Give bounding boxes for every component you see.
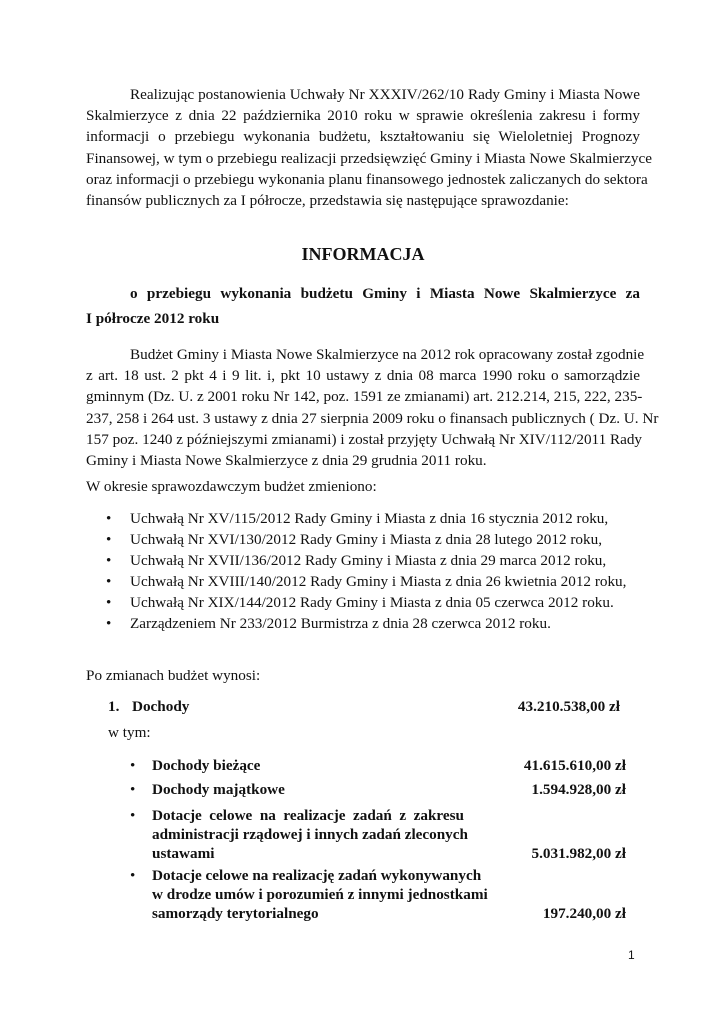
item-label-line: administracji rządowej i innych zadań zleconych — [152, 826, 468, 843]
list-item — [86, 550, 640, 571]
change-text: Uchwałą Nr XVI/130/2012 Rady Gminy i Miasta z dnia 28 lutego 2012 roku, — [130, 531, 602, 548]
subtitle-line-2: I półrocze 2012 roku — [86, 310, 220, 328]
budget-paragraph — [86, 344, 659, 471]
page-number: 1 — [628, 948, 635, 962]
list-item — [86, 529, 640, 550]
change-text: Uchwałą Nr XV/115/2012 Rady Gminy i Miasta z dnia 16 stycznia 2012 roku, — [130, 510, 609, 527]
intro-paragraph — [86, 84, 652, 211]
item-label-line: Dotacje celowe na realizacje zadań z zakresu — [152, 807, 464, 824]
intro-line: finansów publicznych za I półrocze, przedstawia się następujące sprawozdanie: — [86, 192, 569, 210]
item-label-line: w drodze umów i porozumień z innymi jednostkami — [152, 886, 488, 903]
item-label-line: ustawami — [152, 845, 215, 862]
bullet-icon: • — [106, 615, 112, 632]
item-label-line: samorządy terytorialnego — [152, 905, 319, 922]
subtitle-line-1: o przebiegu wykonania budżetu Gminy i Miasta Nowe Skalmierzyce za — [130, 285, 640, 302]
budget-line: Gminy i Miasta Nowe Skalmierzyce z dnia 29 grudnia 2011 roku. — [86, 452, 487, 470]
item-label: Dochody bieżące — [152, 757, 261, 774]
list-item — [86, 571, 640, 592]
income-number: 1. — [108, 698, 120, 715]
budget-line: 237, 258 i 264 ust. 3 ustawy z dnia 27 sierpnia 2009 roku o finansach publicznych ( Dz. U. Nr — [86, 409, 659, 427]
list-item — [86, 508, 640, 529]
budget-line: z art. 18 ust. 2 pkt 4 i 9 lit. i, pkt 10 ustawy z dnia 08 marca 1990 roku o samorządzie — [86, 367, 640, 385]
bullet-icon: • — [106, 531, 112, 548]
income-amount: 43.210.538,00 zł — [517, 698, 620, 715]
change-text: Uchwałą Nr XVIII/140/2012 Rady Gminy i Miasta z dnia 26 kwietnia 2012 roku, — [130, 573, 627, 590]
list-item — [86, 592, 640, 613]
change-text: Zarządzeniem Nr 233/2012 Burmistrza z dnia 28 czerwca 2012 roku. — [130, 615, 551, 632]
change-text: Uchwałą Nr XIX/144/2012 Rady Gminy i Miasta z dnia 05 czerwca 2012 roku. — [130, 594, 614, 611]
bullet-icon: • — [130, 781, 136, 798]
budget-line: 157 poz. 1240 z późniejszymi zmianami) i został przyjęty Uchwałą Nr XIV/112/2011 Rady — [86, 430, 643, 448]
in-which-label: w tym: — [108, 724, 151, 741]
bullet-icon: • — [106, 510, 112, 527]
list-item — [86, 613, 640, 634]
income-item-current — [86, 756, 626, 775]
item-amount: 197.240,00 zł — [542, 905, 626, 922]
bullet-icon: • — [106, 573, 112, 590]
item-label-line: Dotacje celowe na realizację zadań wykonywanych — [152, 867, 482, 884]
bullet-icon: • — [106, 594, 112, 611]
bullet-icon: • — [130, 807, 136, 824]
intro-line: Finansowej, w tym o przebiegu realizacji przedsięwzięć Gminy i Miasta Nowe Skalmierzyce — [86, 149, 652, 167]
intro-line: oraz informacji o przebiegu wykonania planu finansowego jednostek zaliczanych do sektora — [86, 170, 648, 188]
intro-line: informacji o przebiegu wykonania budżetu, kształtowaniu się Wieloletniej Prognozy — [86, 128, 640, 146]
changes-list — [86, 508, 640, 634]
change-text: Uchwałą Nr XVII/136/2012 Rady Gminy i Miasta z dnia 29 marca 2012 roku, — [130, 552, 607, 569]
item-amount: 5.031.982,00 zł — [531, 845, 626, 862]
document-heading: INFORMACJA — [301, 244, 425, 264]
bullet-icon: • — [106, 552, 112, 569]
intro-line: Realizując postanowienia Uchwały Nr XXXIV/262/10 Rady Gminy i Miasta Nowe — [130, 86, 640, 103]
income-item-capital — [86, 780, 626, 799]
income-item-agreement-grants — [86, 866, 626, 923]
item-amount: 41.615.610,00 zł — [523, 757, 626, 774]
changes-intro: W okresie sprawozdawczym budżet zmieniono: — [86, 478, 377, 495]
item-amount: 1.594.928,00 zł — [531, 781, 626, 798]
income-item-gov-grants — [86, 806, 626, 863]
budget-line: gminnym (Dz. U. z 2001 roku Nr 142, poz. 1591 ze zmianami) art. 212.214, 215, 222, 235- — [86, 388, 643, 406]
after-changes-text: Po zmianach budżet wynosi: — [86, 667, 261, 684]
intro-line: Skalmierzyce z dnia 22 października 2010 roku w sprawie określenia zakresu i formy — [86, 107, 640, 125]
item-label: Dochody majątkowe — [152, 781, 285, 798]
bullet-icon: • — [130, 757, 136, 774]
bullet-icon: • — [130, 867, 136, 884]
document-subtitle — [86, 283, 640, 329]
income-label: Dochody — [132, 698, 190, 715]
budget-line: Budżet Gminy i Miasta Nowe Skalmierzyce na 2012 rok opracowany został zgodnie — [130, 346, 645, 363]
